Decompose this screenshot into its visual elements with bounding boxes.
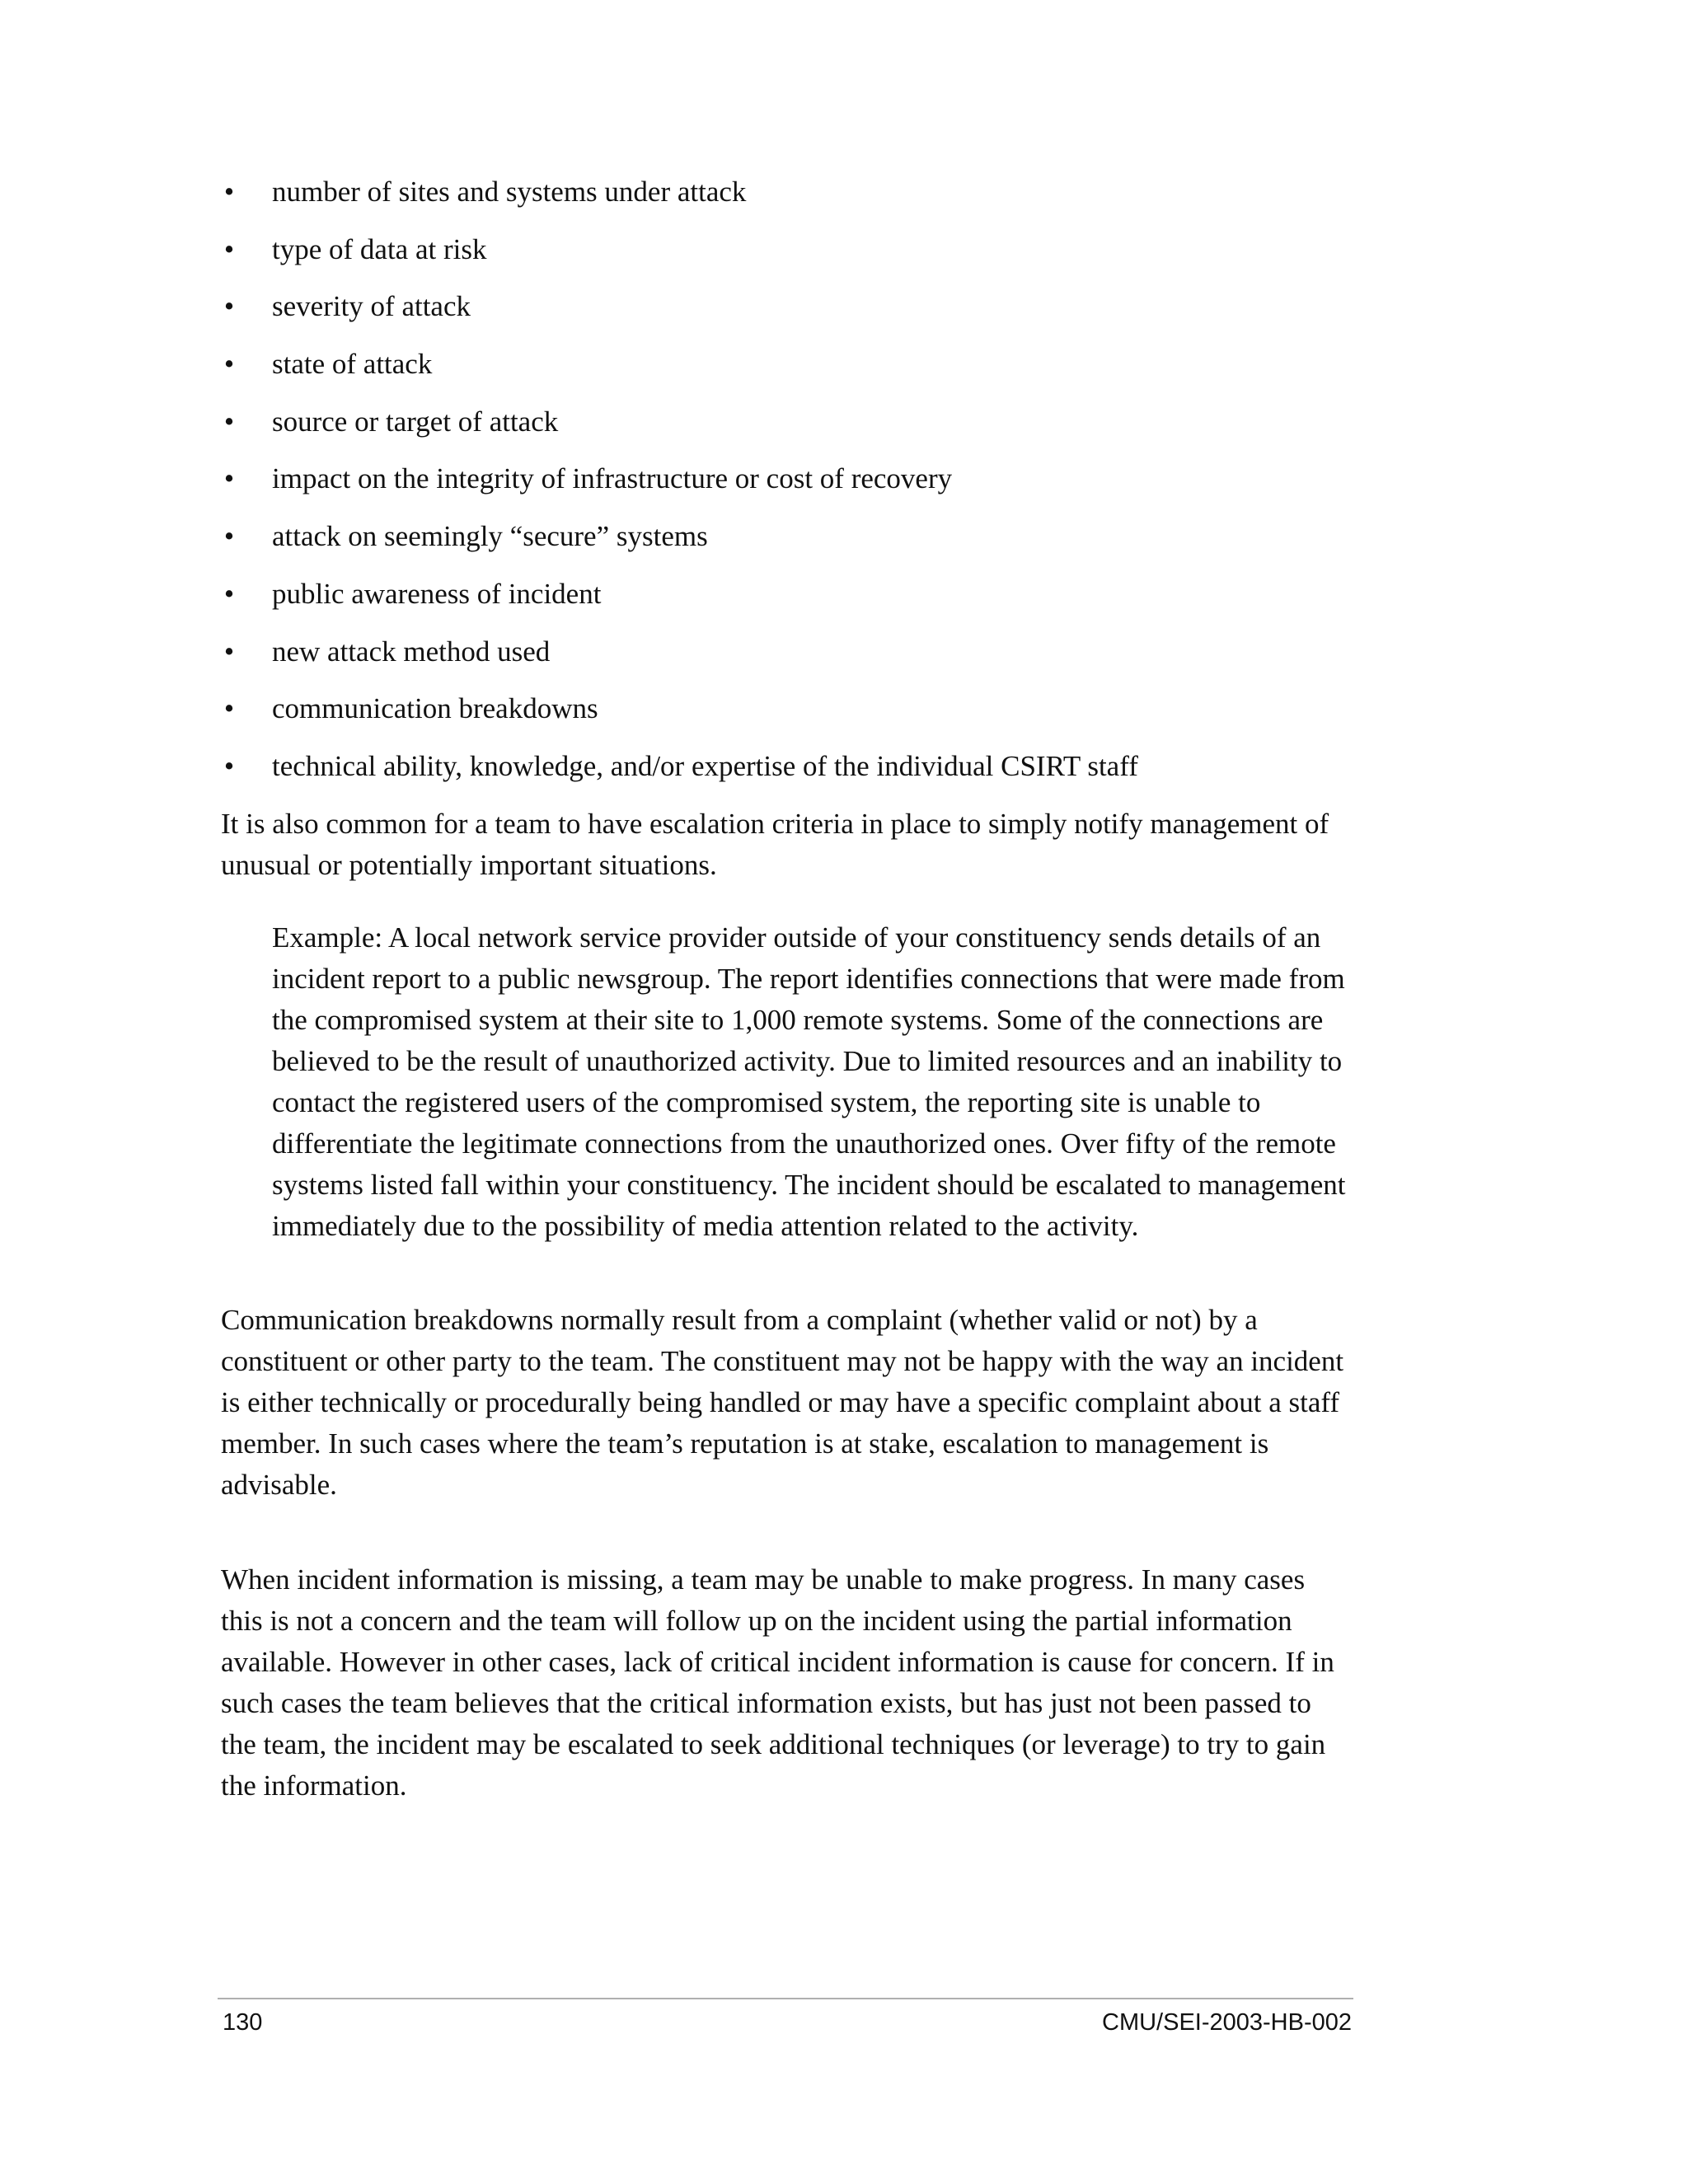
bullet-icon: • [223,462,235,495]
list-item [221,631,1352,673]
notify-paragraph: It is also common for a team to have escalation criteria in place to simply notify management of unusual or potentially important situations. [221,807,1329,881]
footer-divider [218,1998,1353,1999]
list-item [221,286,1352,327]
document-id: CMU/SEI-2003-HB-002 [1102,2009,1352,2036]
list-item-text: technical ability, knowledge, and/or expertise of the individual CSIRT staff [272,749,1138,782]
bullet-icon: • [223,348,235,381]
list-item [221,344,1352,385]
bullet-icon: • [223,635,235,668]
communication-paragraph: Communication breakdowns normally result from a complaint (whether valid or not) by a constituent or other party to the team. The constituent may not be happy with the way an incident is either technically or procedurally being handled or may have a specific complaint about a staff member. In such cases where the team’s reputation is at stake, escalation to management is advisable. [221,1303,1344,1501]
list-item [221,401,1352,443]
page-number: 130 [223,2009,263,2036]
list-item-text: new attack method used [272,635,551,668]
bullet-icon: • [223,405,235,438]
list-item-text: public awareness of incident [272,577,602,610]
list-item [221,458,1352,499]
page-content [221,171,1352,1807]
list-item [221,746,1352,787]
missing-info-paragraph: When incident information is missing, a team may be unable to make progress. In many cases this is not a concern and the team will follow up on the incident using the partial information available. However in other cases, lack of critical incident information is cause for concern. If in such cases the team believes that the critical information exists, but has just not been passed to the team, the incident may be escalated to seek additional techniques (or leverage) to try to gain the information. [221,1563,1334,1802]
bullet-icon: • [223,520,235,553]
list-item-text: communication breakdowns [272,692,598,725]
list-item-text: impact on the integrity of infrastructure or cost of recovery [272,462,953,495]
bullet-icon: • [223,749,235,782]
list-item-text: severity of attack [272,290,471,323]
list-item-text: number of sites and systems under attack [272,176,747,208]
list-item [221,171,1352,213]
list-item [221,229,1352,270]
bullet-icon: • [223,176,235,208]
list-item [221,574,1352,615]
list-item-text: type of data at risk [272,232,487,265]
bullet-icon: • [223,232,235,265]
list-item-text: source or target of attack [272,405,559,438]
list-item-text: state of attack [272,348,433,381]
list-item-text: attack on seemingly “secure” systems [272,520,708,553]
bullet-icon: • [223,290,235,323]
list-item [221,516,1352,557]
example-paragraph: Example: A local network service provider outside of your constituency sends details of an incident report to a public newsgroup. The report identifies connections that were made from the compromised system at their site to 1,000 remote systems. Some of the connections are believed to be the result of unauthorized activity. Due to limited resources and an inability to contact the registered users of the compromised system, the reporting site is unable to differentiate the legitimate connections from the unauthorized ones. Over fifty of the remote systems listed fall within your constituency. The incident should be escalated to management immediately due to the possibility of media attention related to the activity. [272,921,1346,1242]
list-item [221,688,1352,729]
bullet-icon: • [223,692,235,725]
escalation-criteria-list [221,171,1352,787]
bullet-icon: • [223,577,235,610]
